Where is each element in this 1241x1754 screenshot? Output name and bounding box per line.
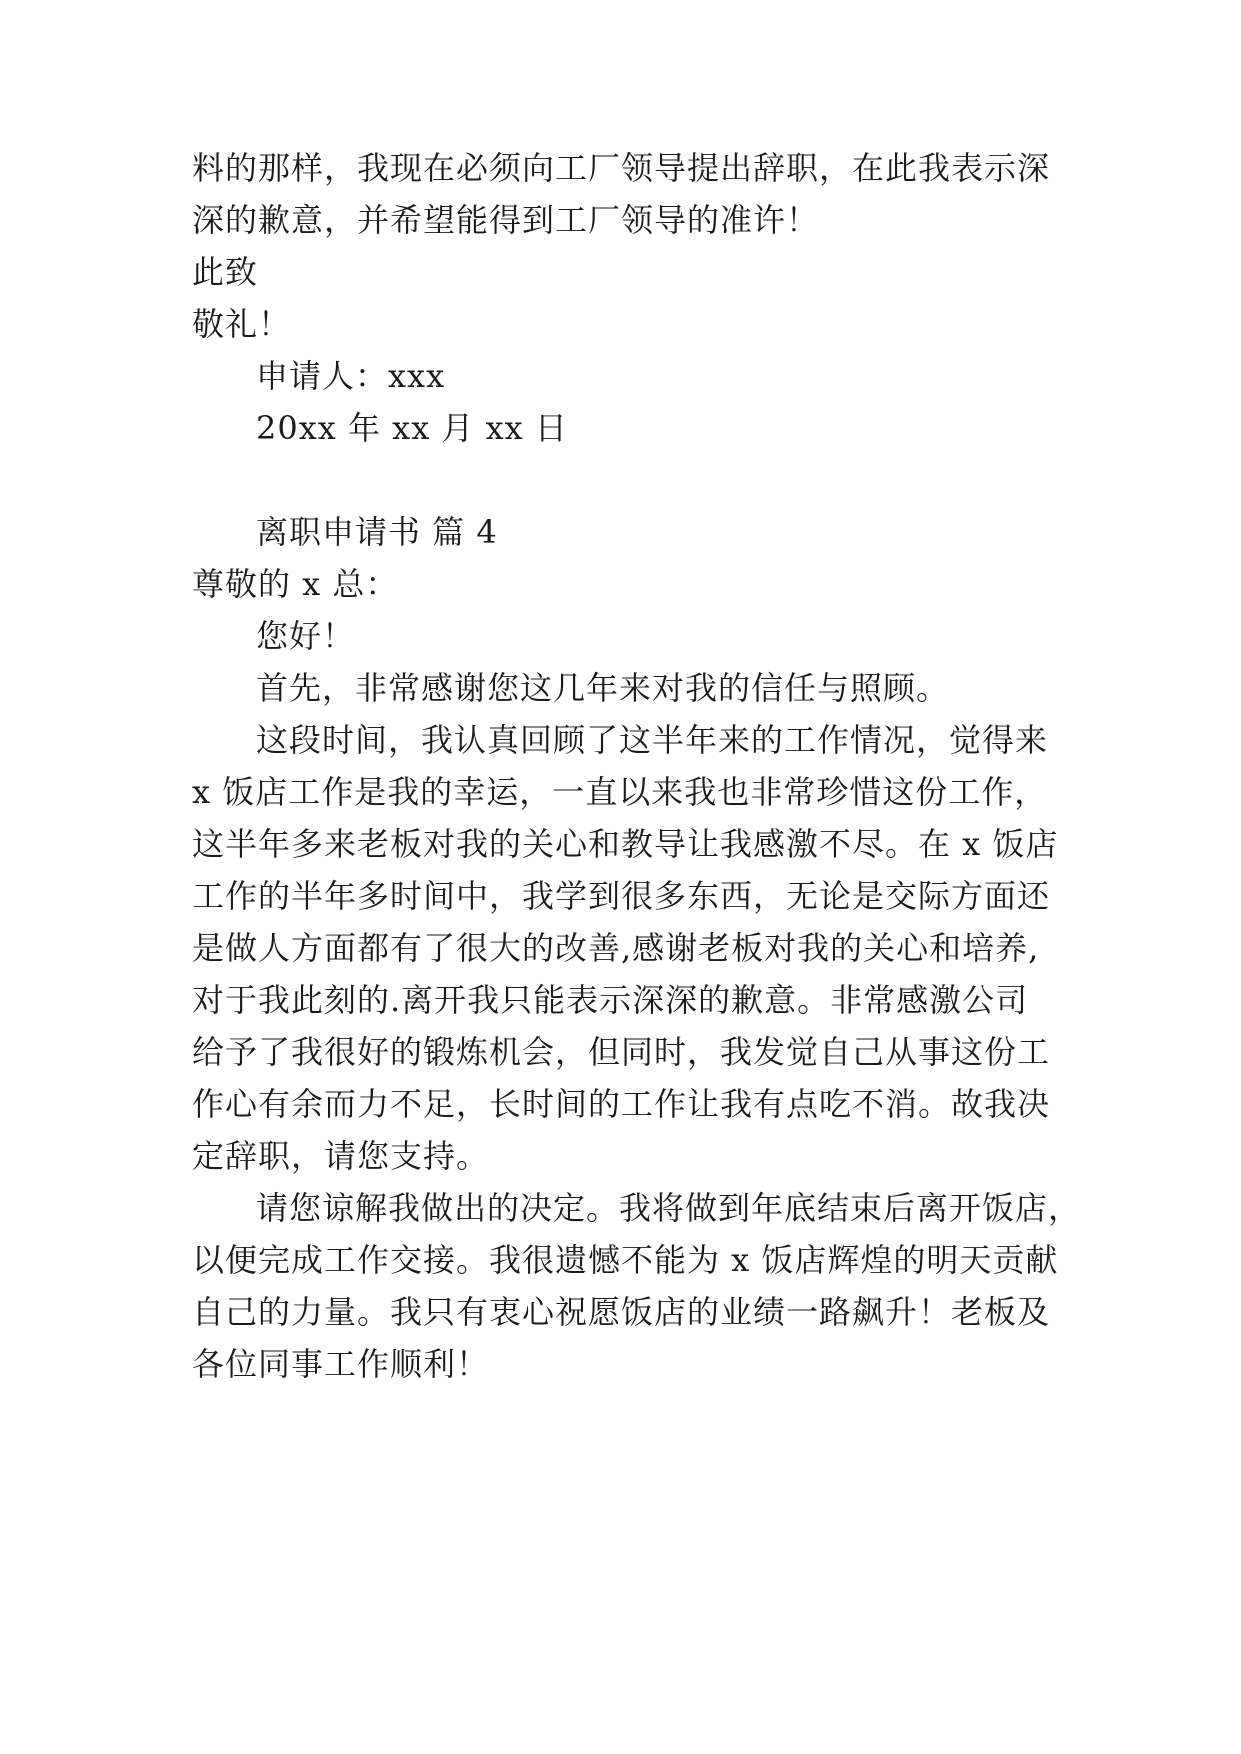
closing-line-2: 敬礼！ (192, 305, 292, 343)
prev-letter-line-1: 料的那样，我现在必须向工厂领导提出辞职，在此我表示深 (192, 149, 1051, 187)
prev-letter-line-2: 深的歉意，并希望能得到工厂领导的准许！ (192, 201, 820, 239)
paragraph-3-line: 请您谅解我做出的决定。我将做到年底结束后离开饭店， (256, 1189, 1082, 1227)
paragraph-2-line: 作心有余而力不足，长时间的工作让我有点吃不消。故我决 (192, 1085, 1051, 1123)
section-heading: 离职申请书 篇 4 (256, 513, 498, 551)
paragraph-1: 首先，非常感谢您这几年来对我的信任与照顾。 (256, 669, 950, 707)
closing-line-1: 此致 (192, 253, 259, 291)
paragraph-3-line: 自己的力量。我只有衷心祝愿饭店的业绩一路飙升！老板及 (192, 1293, 1051, 1331)
paragraph-2-line: 给予了我很好的锻炼机会，但同时，我发觉自己从事这份工 (192, 1033, 1051, 1071)
paragraph-2-line: 对于我此刻的.离开我只能表示深深的歉意。非常感激公司 (192, 981, 1029, 1019)
paragraph-2-line: x 饭店工作是我的幸运，一直以来我也非常珍惜这份工作， (192, 773, 1048, 811)
paragraph-2-line: 工作的半年多时间中，我学到很多东西，无论是交际方面还 (192, 877, 1051, 915)
applicant-signature: 申请人：xxx (256, 357, 446, 395)
paragraph-2-line: 这段时间，我认真回顾了这半年来的工作情况，觉得来 (256, 721, 1049, 759)
signature-date: 20xx 年 xx 月 xx 日 (256, 409, 568, 447)
paragraph-3-line: 各位同事工作顺利！ (192, 1345, 490, 1383)
salutation: 尊敬的 x 总： (192, 565, 399, 603)
greeting: 您好！ (256, 617, 356, 655)
paragraph-2-line: 这半年多来老板对我的关心和教导让我感激不尽。在 x 饭店 (192, 825, 1059, 863)
paragraph-2-line: 是做人方面都有了很大的改善,感谢老板对我的关心和培养, (192, 929, 1040, 967)
paragraph-3-line: 以便完成工作交接。我很遗憾不能为 x 饭店辉煌的明天贡献 (192, 1241, 1059, 1279)
paragraph-2-line: 定辞职，请您支持。 (192, 1137, 490, 1175)
